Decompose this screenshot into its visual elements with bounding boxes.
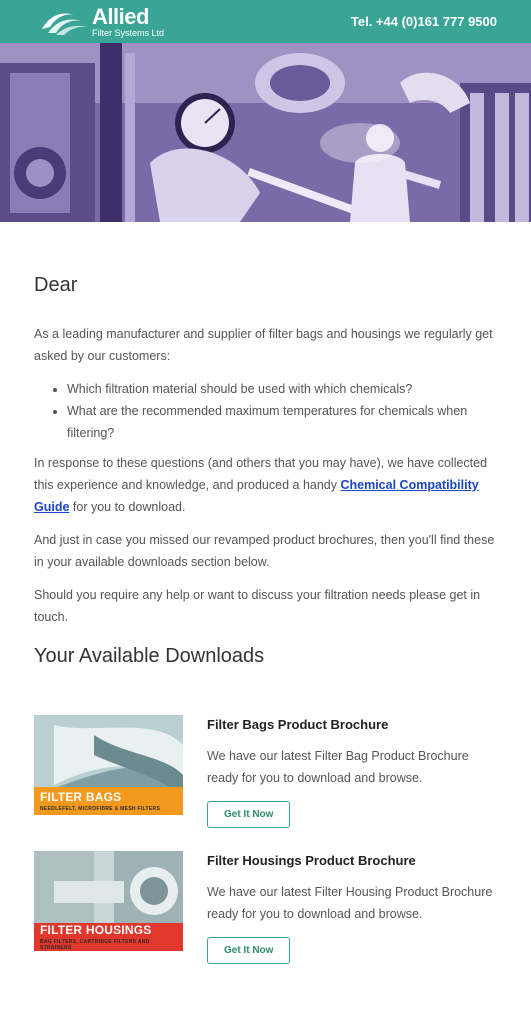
filter-bags-thumbnail[interactable]	[34, 715, 183, 823]
greeting-heading: Dear	[34, 274, 78, 296]
download-item-filter-bags	[34, 715, 497, 828]
phone-number[interactable]: Tel. +44 (0)161 777 9500	[350, 14, 497, 29]
list-item: • Which filtration material should be used with which chemicals?	[67, 378, 497, 400]
question-list	[34, 378, 497, 444]
wave-logo-icon	[40, 7, 90, 37]
company-logo[interactable]	[40, 3, 165, 38]
filter-bags-label-band	[34, 787, 183, 815]
chemical-guide-link[interactable]: Chemical Compatibility Guide	[34, 478, 479, 514]
response-text-end: for you to download.	[69, 500, 186, 514]
help-paragraph: Should you require any help or want to discuss your filtration needs please get in touch.	[34, 588, 481, 624]
item-title: Filter Housings Product Brochure	[207, 853, 416, 868]
response-paragraph	[34, 452, 497, 518]
download-item-filter-housings	[34, 851, 497, 964]
logo-subtitle: Filter Systems Ltd	[92, 27, 165, 38]
filter-housings-label-band	[34, 923, 183, 951]
downloads-heading: Your Available Downloads	[34, 645, 265, 667]
item-title: Filter Bags Product Brochure	[207, 717, 389, 732]
intro-paragraph: As a leading manufacturer and supplier of filter bags and housings we regularly get asked by our customers:	[34, 327, 493, 363]
email-header	[0, 0, 531, 43]
response-text: In response to these questions (and others that you may have), we have collected this experience and knowledge, and produced a handy	[34, 456, 488, 492]
thumb-subtitle: BAG FILTERS, CARTRIDGE FILTERS AND STRAINERS	[40, 938, 150, 951]
list-item: • What are the recommended maximum temperatures for chemicals when filtering?	[67, 400, 497, 444]
get-it-now-button[interactable]: Get It Now	[207, 937, 290, 964]
filter-housings-thumbnail[interactable]	[34, 851, 183, 959]
thumb-title: FILTER BAGS	[40, 789, 122, 804]
industrial-collage-image	[0, 43, 531, 222]
hero-banner-image	[0, 43, 531, 222]
item-description: We have our latest Filter Housing Product Brochure ready for you to download and browse.	[207, 885, 493, 921]
thumb-subtitle: NEEDLEFELT, MICROFIBRE & MESH FILTERS	[40, 805, 161, 812]
brochures-paragraph: And just in case you missed our revamped product brochures, then you'll find these in your available downloads section below.	[34, 533, 495, 569]
get-it-now-button[interactable]: Get It Now	[207, 801, 290, 828]
thumb-title: FILTER HOUSINGS	[40, 922, 152, 937]
logo-name: Allied	[92, 3, 149, 29]
item-description: We have our latest Filter Bag Product Brochure ready for you to download and browse.	[207, 749, 469, 785]
